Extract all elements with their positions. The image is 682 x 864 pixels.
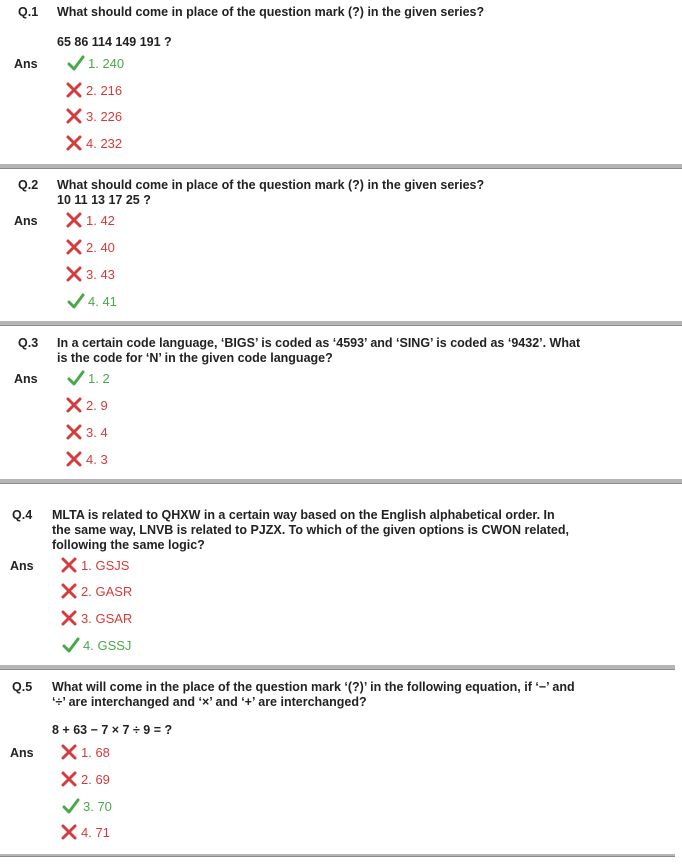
cross-icon [60,556,78,574]
question-divider [0,321,682,326]
check-icon [67,54,85,72]
question-divider [0,665,675,670]
check-icon [67,369,85,387]
cross-icon [65,423,83,441]
option-label: 3. 43 [86,266,115,282]
option-1[interactable] [67,54,124,72]
check-icon [62,636,80,654]
option-label: 3. 4 [86,424,108,440]
cross-icon [65,396,83,414]
option-label: 1. 240 [88,55,125,71]
option-label: 1. GSJS [81,557,130,573]
question-equation: 8 + 63 − 7 × 7 ÷ 9 = ? [52,723,173,737]
option-4[interactable] [62,636,131,654]
option-1[interactable] [65,211,115,229]
option-label: 1. 68 [81,744,110,760]
cross-icon [65,450,83,468]
question-number: Q.2 [18,178,39,192]
cross-icon [65,81,83,99]
option-1[interactable] [60,743,110,761]
cross-icon [60,582,78,600]
option-2[interactable] [60,582,132,600]
option-label: 3. GSAR [81,610,133,626]
ans-label: Ans [14,372,38,386]
cross-icon [60,743,78,761]
ans-label: Ans [10,559,34,573]
cross-icon [65,238,83,256]
option-1[interactable] [67,369,110,387]
option-label: 2. GASR [81,583,133,599]
cross-icon [65,265,83,283]
question-number: Q.5 [12,680,33,694]
option-2[interactable] [60,770,110,788]
option-label: 3. 70 [83,798,112,814]
question-number: Q.4 [12,508,33,522]
option-4[interactable] [65,134,122,152]
option-label: 1. 2 [88,370,110,386]
cross-icon [65,211,83,229]
option-label: 4. 71 [81,824,110,840]
option-3[interactable] [65,265,115,283]
option-label: 1. 42 [86,212,115,228]
option-4[interactable] [67,292,117,310]
option-label: 2. 69 [81,771,110,787]
cross-icon [60,823,78,841]
question-text: What will come in the place of the question mark ‘(?)’ in the following equation, if ‘−’ and ‘÷’ are interchanged and ‘×’ and ‘+’ are interchanged? [52,680,575,709]
question-series: 65 86 114 149 191 ? [57,35,172,49]
ans-label: Ans [14,57,38,71]
option-label: 4. 3 [86,451,108,467]
cross-icon [65,134,83,152]
option-4[interactable] [65,450,108,468]
question-divider [0,479,682,484]
option-3[interactable] [65,423,108,441]
option-3[interactable] [60,609,132,627]
ans-label: Ans [14,214,38,228]
question-number: Q.3 [18,336,39,350]
option-label: 4. GSSJ [83,637,132,653]
option-2[interactable] [65,238,115,256]
question-text: MLTA is related to QHXW in a certain way based on the English alphabetical order. In the same way, LNVB is related to PJZX. To which of the given options is CWON related, following the same logic? [52,508,569,552]
option-3[interactable] [65,107,122,125]
option-4[interactable] [60,823,110,841]
option-2[interactable] [65,396,108,414]
option-label: 2. 40 [86,239,115,255]
option-3[interactable] [62,797,112,815]
question-text: What should come in place of the question mark (?) in the given series? 10 11 13 17 25 ? [57,178,485,207]
option-label: 2. 216 [86,82,123,98]
check-icon [62,797,80,815]
option-2[interactable] [65,81,122,99]
option-label: 2. 9 [86,397,108,413]
check-icon [67,292,85,310]
option-label: 3. 226 [86,108,123,124]
ans-label: Ans [10,746,34,760]
question-divider [0,854,675,857]
question-divider [0,164,682,169]
cross-icon [60,770,78,788]
question-number: Q.1 [18,5,39,19]
option-label: 4. 41 [88,293,117,309]
question-text: In a certain code language, ‘BIGS’ is coded as ‘4593’ and ‘SING’ is coded as ‘9432’. What is the code for ‘N’ in the given code language? [57,336,581,365]
cross-icon [60,609,78,627]
option-1[interactable] [60,556,129,574]
question-text: What should come in place of the question mark (?) in the given series? [57,5,485,19]
cross-icon [65,107,83,125]
option-label: 4. 232 [86,135,123,151]
